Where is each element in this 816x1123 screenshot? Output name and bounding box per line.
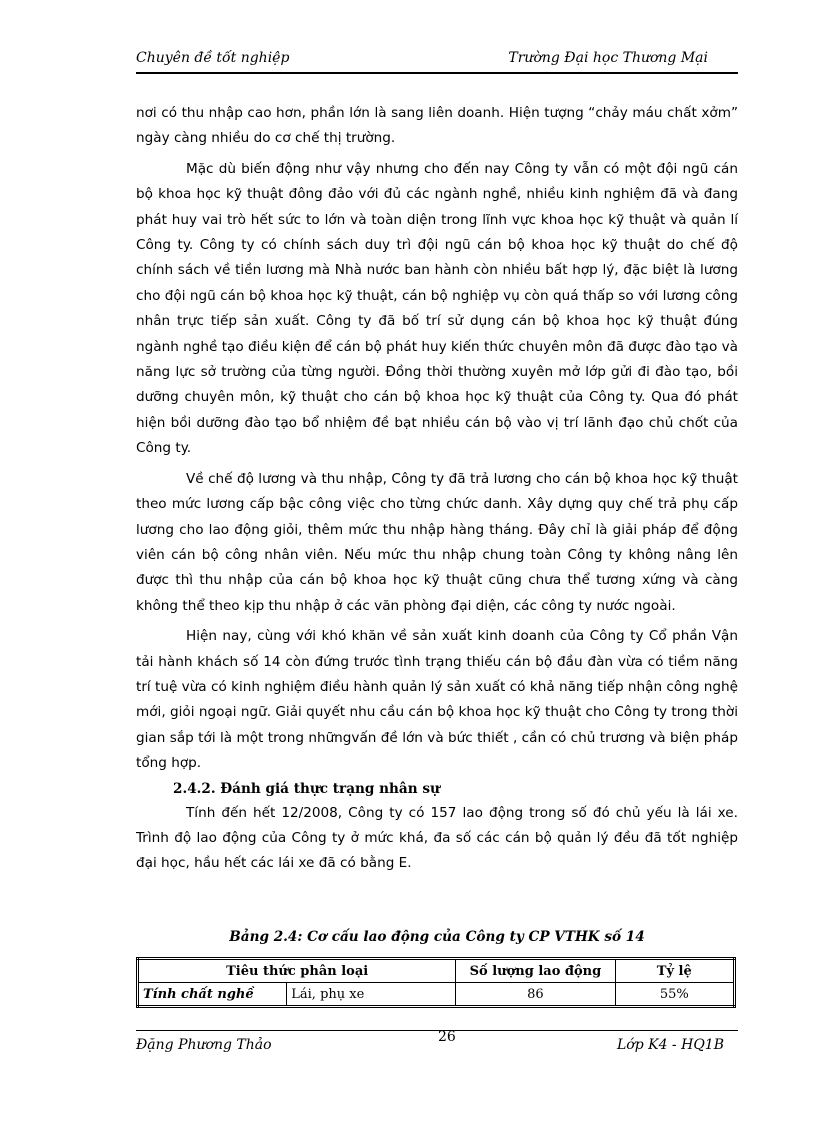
row-item-cell: Lái, phụ xe: [287, 983, 456, 1007]
paragraph-2: Mặc dù biến động như vậy nhưng cho đến nay Công ty vẫn có một đội ngũ cán bộ khoa học kỹ thuật đông đảo với đủ các ngành nghề, nhiều kinh nghiệm đã và đang phát huy vai trò hết sức to lớn và toàn diện trong lĩnh vực khoa học kỹ thuật và quản lí Công ty. Công ty có chính sách duy trì đội ngũ cán bộ khoa học kỹ thuật do chế độ chính sách về tiền lương mà Nhà nước ban hành còn nhiều bất hợp lý, đặc biệt là lương cho đội ngũ cán bộ khoa học kỹ thuật, cán bộ nghiệp vụ còn quá thấp so với lương công nhân trực tiếp sản xuất. Công ty đã bố trí sử dụng cán bộ khoa học kỹ thuật đúng ngành nghề tạo điều kiện để cán bộ phát huy kiến thức chuyên môn đã được đào tạo và năng lực sở trường của từng người. Đồng thời thường xuyên mở lớp gửi đi đào tạo, bồi dưỡng chuyên môn, kỹ thuật cho cán bộ khoa học kỹ thuật của Công ty. Qua đó phát hiện bồi dưỡng đào tạo bổ nhiệm đề bạt nhiều cán bộ vào vị trí lãnh đạo chủ chốt của Công ty.: [136, 160, 738, 457]
paragraph-4: Hiện nay, cùng với khó khăn về sản xuất kinh doanh của Công ty Cổ phần Vận tải hành khách số 14 còn đứng trước tình trạng thiếu cán bộ đầu đàn vừa có tiềm năng trí tuệ vừa có kinh nghiệm điều hành quản lý sản xuất có khả năng tiếp nhận công nghệ mới, giỏi ngoại ngữ. Giải quyết nhu cầu cán bộ khoa học kỹ thuật cho Công ty trong thời gian sắp tới là một trong nhữngvấn đề lớn và bức thiết , cần có chủ trương và biện pháp tổng hợp.: [136, 628, 738, 772]
body-text: [136, 101, 738, 877]
header-cell-ratio: Tỷ lệ: [615, 959, 734, 983]
header-cell-count: Số lượng lao động: [456, 959, 615, 983]
section-heading: 2.4.2. Đánh giá thực trạng nhân sự: [173, 780, 440, 797]
footer-author: Đặng Phương Thảo: [136, 1037, 272, 1053]
page-header: [136, 50, 738, 74]
table-row: [138, 983, 735, 1007]
table-caption: Bảng 2.4: Cơ cấu lao động của Công ty CP VTHK số 14: [229, 929, 645, 945]
row-count-cell: 86: [456, 983, 615, 1007]
header-cell-category: Tiêu thức phân loại: [138, 959, 456, 983]
footer-class: Lớp K4 - HQ1B: [616, 1037, 724, 1053]
table-header-row: [138, 959, 735, 983]
header-right-text: Trường Đại học Thương Mại: [508, 50, 708, 66]
page-footer: [136, 1030, 738, 1061]
paragraph-5: Tính đến hết 12/2008, Công ty có 157 lao động trong số đó chủ yếu là lái xe. Trình độ lao động của Công ty ở mức khá, đa số các cán bộ quản lý đều đã tốt nghiệp đại học, hầu hết các lái xe đã có bằng E.: [136, 804, 738, 872]
row-ratio-cell: 55%: [615, 983, 734, 1007]
row-group-cell: Tính chất nghề: [138, 983, 287, 1007]
labor-structure-table: [136, 957, 736, 1008]
paragraph-1: nơi có thu nhập cao hơn, phần lớn là sang liên doanh. Hiện tượng “chảy máu chất xởm” ngày càng nhiều do cơ chế thị trường.: [136, 105, 738, 147]
paragraph-3: Về chế độ lương và thu nhập, Công ty đã trả lương cho cán bộ khoa học kỹ thuật theo mức lương cấp bậc công việc cho từng chức danh. Xây dựng quy chế trả phụ cấp lương cho lao động giỏi, thêm mức thu nhập hàng tháng. Đây chỉ là giải pháp để động viên cán bộ công nhân viên. Nếu mức thu nhập chung toàn Công ty không nâng lên được thì thu nhập của cán bộ khoa học kỹ thuật cũng chưa thể tương xứng và càng không thể theo kịp thu nhập ở các văn phòng đại diện, các công ty nước ngoài.: [136, 470, 738, 614]
header-left-text: Chuyên đề tốt nghiệp: [136, 50, 290, 66]
page-number: 26: [438, 1029, 456, 1045]
